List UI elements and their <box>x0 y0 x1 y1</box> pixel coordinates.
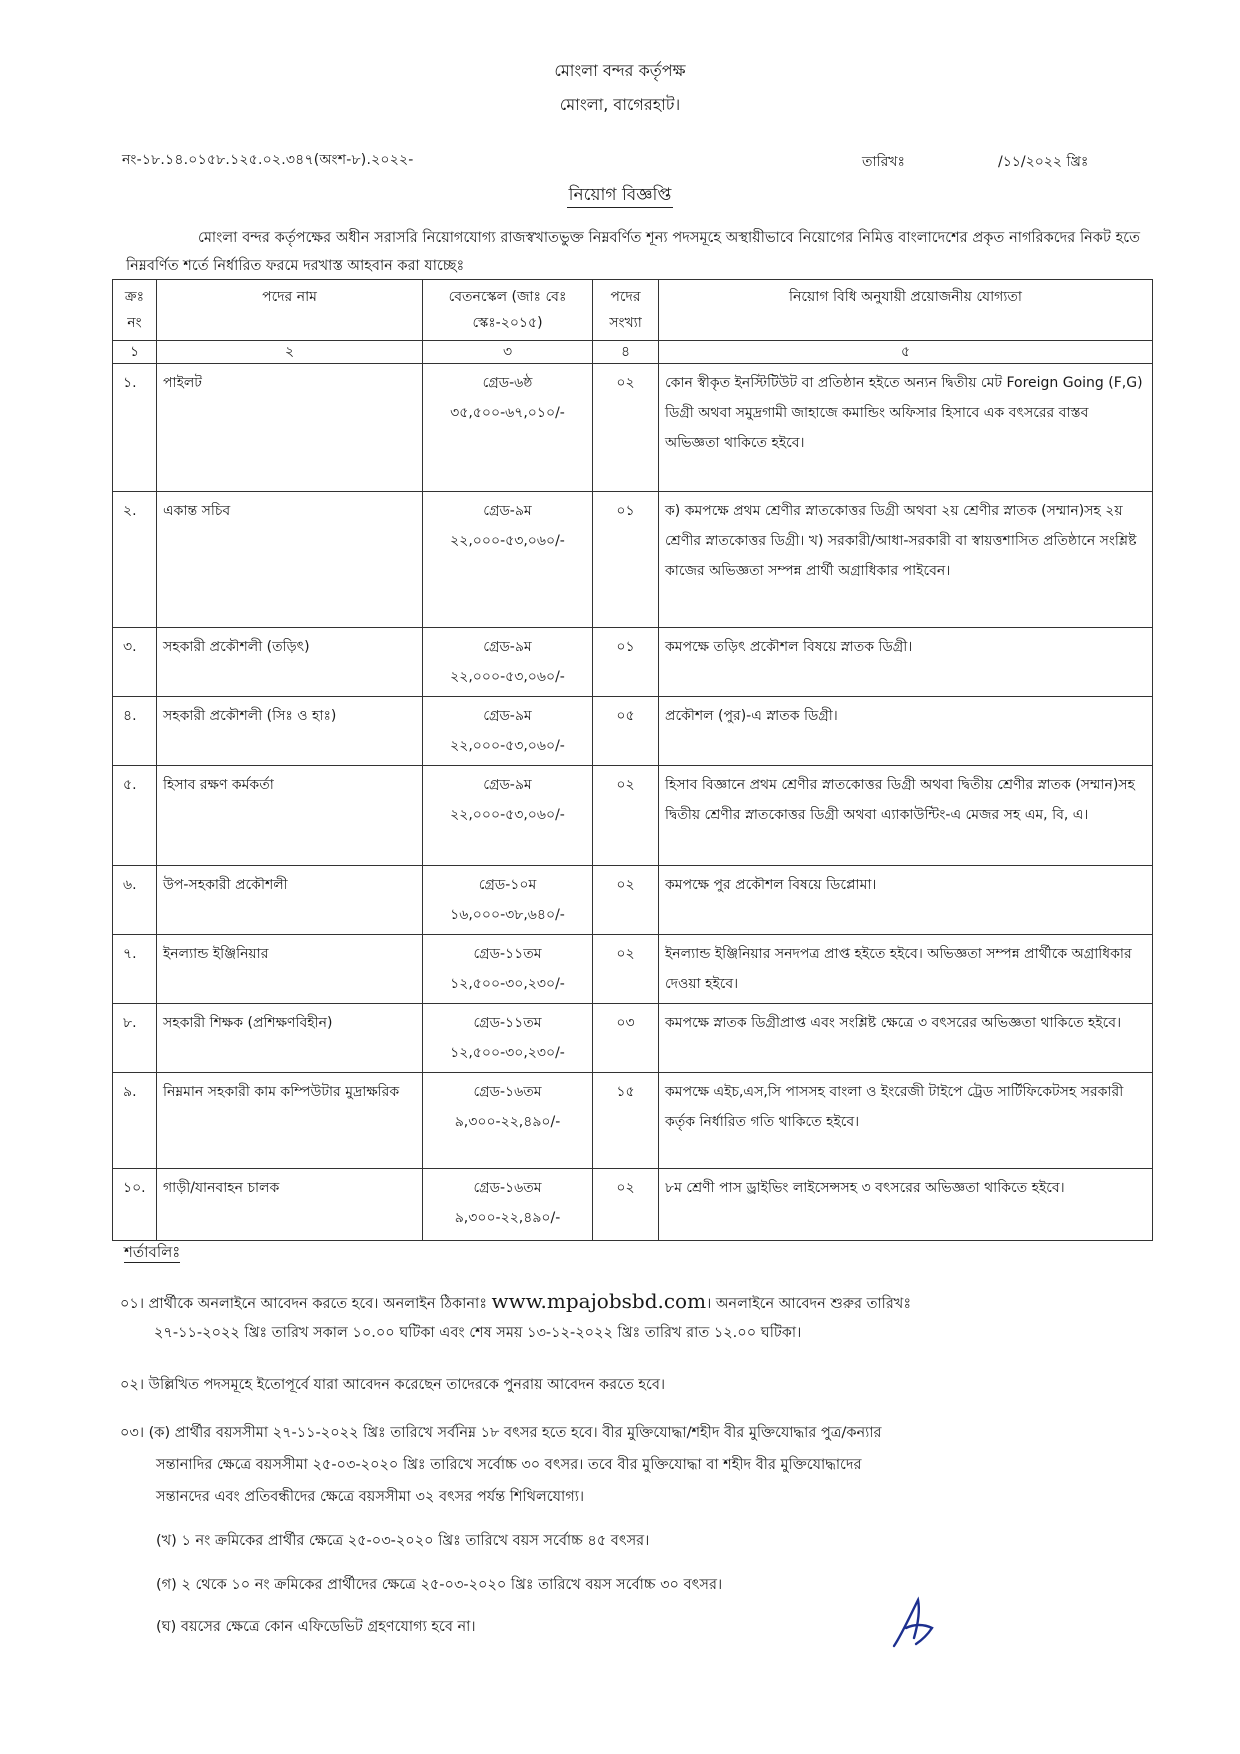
row-grade: গ্রেড-১১তম <box>473 946 542 962</box>
column-number: ১ <box>113 341 157 364</box>
row-pay: ২২,০০০-৫৩,০৬০/- <box>450 807 565 823</box>
term-1-line-2: ২৭-১১-২০২২ খ্রিঃ তারিখ সকাল ১০.০০ ঘটিকা এবং শেষ সময় ১৩-১২-২০২২ খ্রিঃ তারিখ রাত ১২.০০ ঘটিকা। <box>154 1325 802 1341</box>
column-number: ২ <box>157 341 423 364</box>
header-post: পদের নাম <box>157 280 423 341</box>
row-pay: ৯,৩০০-২২,৪৯০/- <box>454 1210 561 1226</box>
row-grade: গ্রেড-১৬তম <box>473 1084 542 1100</box>
vacancy-table <box>112 279 1153 1241</box>
row-pay: ২২,০০০-৫৩,০৬০/- <box>450 533 565 549</box>
header-qualification: নিয়োগ বিধি অনুযায়ী প্রয়োজনীয় যোগ্যতা <box>659 280 1153 341</box>
header-scale: বেতনস্কেল (জাঃ বেঃ স্কেঃ-২০১৫) <box>423 280 593 341</box>
table-header-row <box>113 280 1153 341</box>
row-count: ০৩ <box>593 1004 659 1073</box>
term-1 <box>120 1286 911 1319</box>
column-number-row <box>113 341 1153 364</box>
row-qualification: কোন স্বীকৃত ইনস্টিটিউট বা প্রতিষ্ঠান হইতে অন্যন দ্বিতীয় মেট Foreign Going (F,G) ডিগ্রী অথবা সমুদ্রগামী জাহাজে কমান্ডিং অফিসার হিসাবে এক বৎসরের বাস্তব অভিজ্ঞতা থাকিতে হইবে। <box>659 364 1153 492</box>
row-grade: গ্রেড-৯ম <box>483 503 532 519</box>
row-count: ০২ <box>593 866 659 935</box>
row-qualification: হিসাব বিজ্ঞানে প্রথম শ্রেণীর স্নাতকোত্তর ডিগ্রী অথবা দ্বিতীয় শ্রেণীর স্নাতক (সম্মান)সহ দ্বিতীয় শ্রেণীর স্নাতকোত্তর ডিগ্রী অথবা এ্যাকাউন্টিং-এ মেজর সহ এম, বি, এ। <box>659 766 1153 866</box>
table-row <box>113 697 1153 766</box>
row-grade: গ্রেড-৯ম <box>483 639 532 655</box>
date-label: তারিখঃ <box>862 154 905 170</box>
row-post: উপ-সহকারী প্রকৌশলী <box>157 866 423 935</box>
row-pay: ১২,৫০০-৩০,২৩০/- <box>450 1045 565 1061</box>
term-1-prefix: ০১। প্রার্থীকে অনলাইনে আবেদন করতে হবে। অনলাইন ঠিকানাঃ <box>120 1296 487 1312</box>
row-scale <box>423 1073 593 1169</box>
memo-number: নং-১৮.১৪.০১৫৮.১২৫.০২.৩৪৭(অংশ-৮).২০২২- <box>122 152 414 168</box>
signature-mark <box>888 1594 938 1656</box>
row-serial: ৮. <box>113 1004 157 1073</box>
row-grade: গ্রেড-৯ম <box>483 708 532 724</box>
row-pay: ১২,৫০০-৩০,২৩০/- <box>450 976 565 992</box>
row-post: গাড়ী/যানবাহন চালক <box>157 1169 423 1241</box>
row-qualification: কমপক্ষে এইচ,এস,সি পাসসহ বাংলা ও ইংরেজী টাইপে ট্রেড সার্টিফিকেটসহ সরকারী কর্তৃক নির্ধারিত গতি থাকিতে হইবে। <box>659 1073 1153 1169</box>
row-count: ১৫ <box>593 1073 659 1169</box>
row-post: সহকারী প্রকৌশলী (তড়িৎ) <box>157 628 423 697</box>
row-qualification: ৮ম শ্রেণী পাস ড্রাইভিং লাইসেন্সসহ ৩ বৎসরের অভিজ্ঞতা থাকিতে হইবে। <box>659 1169 1153 1241</box>
term-3-d: (ঘ) বয়সের ক্ষেত্রে কোন এফিডেভিট গ্রহণযোগ্য হবে না। <box>156 1619 476 1635</box>
row-serial: ৯. <box>113 1073 157 1169</box>
row-count: ০২ <box>593 364 659 492</box>
table-row <box>113 766 1153 866</box>
table-row <box>113 866 1153 935</box>
row-post: হিসাব রক্ষণ কর্মকর্তা <box>157 766 423 866</box>
row-pay: ২২,০০০-৫৩,০৬০/- <box>450 738 565 754</box>
organization-name: মোংলা বন্দর কর্তৃপক্ষ <box>554 61 686 80</box>
row-scale <box>423 1169 593 1241</box>
row-count: ০৫ <box>593 697 659 766</box>
row-serial: ১০. <box>113 1169 157 1241</box>
row-count: ০১ <box>593 628 659 697</box>
intro-paragraph: মোংলা বন্দর কর্তৃপক্ষের অধীন সরাসরি নিয়োগযোগ্য রাজস্বখাতভুক্ত নিম্নবর্ণিত শূন্য পদসমূহে অস্থায়ীভাবে নিয়োগের নিমিত্ত বাংলাদেশের প্রকৃত নাগরিকদের নিকট হতে নিম্নবর্ণিত শর্তে নির্ধারিত ফরমে দরখাস্ত আহবান করা যাচ্ছেঃ <box>126 230 1140 274</box>
row-qualification: ক) কমপক্ষে প্রথম শ্রেণীর স্নাতকোত্তর ডিগ্রী অথবা ২য় শ্রেণীর স্নাতক (সম্মান)সহ ২য় শ্রেণীর স্নাতকোত্তর ডিগ্রী। খ) সরকারী/আধা-সরকারী বা স্বায়ত্তশাসিত প্রতিষ্ঠানে সংশ্লিষ্ট কাজের অভিজ্ঞতা সম্পন্ন প্রার্থী অগ্রাধিকার পাইবেন। <box>659 492 1153 628</box>
row-serial: ৬. <box>113 866 157 935</box>
term-2: ০২। উল্লিখিত পদসমূহে ইতোপূর্বে যারা আবেদন করেছেন তাদেরকে পুনরায় আবেদন করতে হবে। <box>120 1377 666 1393</box>
column-number: ৪ <box>593 341 659 364</box>
row-count: ০১ <box>593 492 659 628</box>
row-post: একান্ত সচিব <box>157 492 423 628</box>
table-row <box>113 935 1153 1004</box>
organization-address: মোংলা, বাগেরহাট। <box>559 95 681 114</box>
row-scale <box>423 492 593 628</box>
row-qualification: কমপক্ষে পুর প্রকৌশল বিষয়ে ডিপ্লোমা। <box>659 866 1153 935</box>
term-3-c: (গ) ২ থেকে ১০ নং ক্রমিকের প্রার্থীদের ক্ষেত্রে ২৫-০৩-২০২০ খ্রিঃ তারিখে বয়স সর্বোচ্চ ৩০ বৎসর। <box>156 1577 723 1593</box>
term-3-line-3: সন্তানদের এবং প্রতিবন্ধীদের ক্ষেত্রে বয়সসীমা ৩২ বৎসর পর্যন্ত শিথিলযোগ্য। <box>156 1489 585 1505</box>
header-count: পদের সংখ্যা <box>593 280 659 341</box>
row-serial: ৫. <box>113 766 157 866</box>
row-grade: গ্রেড-১০ম <box>478 877 537 893</box>
row-post: পাইলট <box>157 364 423 492</box>
term-3-line-1: ০৩। (ক) প্রার্থীর বয়সসীমা ২৭-১১-২০২২ খ্রিঃ তারিখে সর্বনিম্ন ১৮ বৎসর হতে হবে। বীর মুক্তিযোদ্ধা/শহীদ বীর মুক্তিযোদ্ধার পুত্র/কন্যার <box>120 1425 882 1441</box>
row-pay: ১৬,০০০-৩৮,৬৪০/- <box>450 907 565 923</box>
row-scale <box>423 364 593 492</box>
row-grade: গ্রেড-১৬তম <box>473 1180 542 1196</box>
row-grade: গ্রেড-৬ষ্ঠ <box>482 375 533 391</box>
row-count: ০২ <box>593 1169 659 1241</box>
row-post: ইনল্যান্ড ইঞ্জিনিয়ার <box>157 935 423 1004</box>
row-pay: ২২,০০০-৫৩,০৬০/- <box>450 669 565 685</box>
date-value: /১১/২০২২ খ্রিঃ <box>998 154 1089 170</box>
notice-title-text: নিয়োগ বিজ্ঞপ্তি <box>567 185 674 208</box>
row-grade: গ্রেড-১১তম <box>473 1015 542 1031</box>
row-pay: ৩৫,৫০০-৬৭,০১০/- <box>450 405 565 421</box>
row-count: ০২ <box>593 935 659 1004</box>
row-serial: ৪. <box>113 697 157 766</box>
row-scale <box>423 766 593 866</box>
table-row <box>113 1073 1153 1169</box>
row-scale <box>423 866 593 935</box>
table-row <box>113 364 1153 492</box>
term-3-b: (খ) ১ নং ক্রমিকের প্রার্থীর ক্ষেত্রে ২৫-০৩-২০২০ খ্রিঃ তারিখে বয়স সর্বোচ্চ ৪৫ বৎসর। <box>156 1533 650 1549</box>
table-row <box>113 1004 1153 1073</box>
row-scale <box>423 1004 593 1073</box>
row-serial: ৩. <box>113 628 157 697</box>
table-row <box>113 1169 1153 1241</box>
term-3-line-2: সন্তানাদির ক্ষেত্রে বয়সসীমা ২৫-০৩-২০২০ খ্রিঃ তারিখে সর্বোচ্চ ৩০ বৎসর। তবে বীর মুক্তিযোদ্ধা বা শহীদ বীর মুক্তিযোদ্ধাদের <box>156 1457 862 1473</box>
row-serial: ১. <box>113 364 157 492</box>
row-post: সহকারী শিক্ষক (প্রশিক্ষণবিহীন) <box>157 1004 423 1073</box>
row-qualification: প্রকৌশল (পুর)-এ স্নাতক ডিগ্রী। <box>659 697 1153 766</box>
notice-title <box>0 182 1240 210</box>
row-pay: ৯,৩০০-২২,৪৯০/- <box>454 1114 561 1130</box>
row-serial: ৭. <box>113 935 157 1004</box>
row-scale <box>423 628 593 697</box>
header-serial: ক্রঃ নং <box>113 280 157 341</box>
row-grade: গ্রেড-৯ম <box>483 777 532 793</box>
row-post: সহকারী প্রকৌশলী (সিঃ ও হাঃ) <box>157 697 423 766</box>
table-row <box>113 628 1153 697</box>
row-post: নিম্নমান সহকারী কাম কম্পিউটার মুদ্রাক্ষরিক <box>157 1073 423 1169</box>
terms-heading: শর্তাবলিঃ <box>124 1243 181 1261</box>
row-qualification: ইনল্যান্ড ইঞ্জিনিয়ার সনদপত্র প্রাপ্ত হইতে হইবে। অভিজ্ঞতা সম্পন্ন প্রার্থীকে অগ্রাধিকার দেওয়া হইবে। <box>659 935 1153 1004</box>
column-number: ৫ <box>659 341 1153 364</box>
column-number: ৩ <box>423 341 593 364</box>
row-scale <box>423 935 593 1004</box>
row-serial: ২. <box>113 492 157 628</box>
table-row <box>113 492 1153 628</box>
row-qualification: কমপক্ষে তড়িৎ প্রকৌশল বিষয়ে স্নাতক ডিগ্রী। <box>659 628 1153 697</box>
row-qualification: কমপক্ষে স্নাতক ডিগ্রীপ্রাপ্ত এবং সংশ্লিষ্ট ক্ষেত্রে ৩ বৎসরের অভিজ্ঞতা থাকিতে হইবে। <box>659 1004 1153 1073</box>
row-scale <box>423 697 593 766</box>
term-1-suffix: । অনলাইনে আবেদন শুরুর তারিখঃ <box>706 1296 912 1312</box>
row-count: ০২ <box>593 766 659 866</box>
apply-url-link[interactable]: www.mpajobsbd.com <box>491 1289 707 1313</box>
